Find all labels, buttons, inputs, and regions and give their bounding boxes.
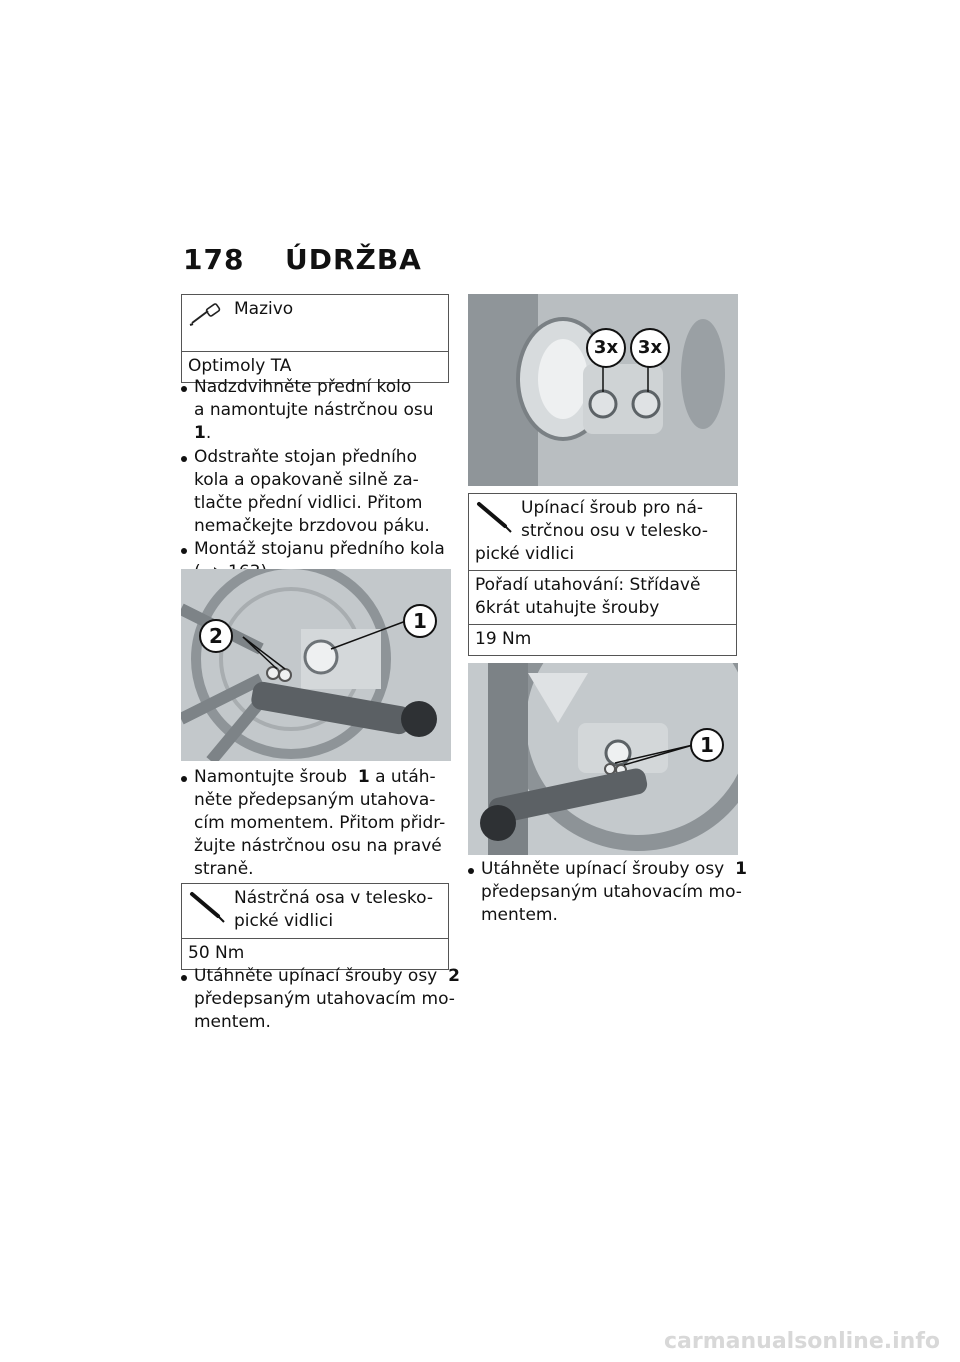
item-line: kola a opakovaně silně za- [194,470,419,490]
torque-wrench-icon [475,500,515,536]
callout-label: 3x [637,337,663,358]
bullet-dot [181,975,187,981]
photo-front-axle [468,663,738,855]
callout-label: 1 [413,609,427,633]
list-item [181,446,461,538]
item-line: mentem. [194,1012,271,1032]
bullet-dot [181,386,187,392]
item-line: Odstraňte stojan předního [194,447,417,467]
reference-number: 1 [735,859,747,879]
callout-label: 3x [593,337,619,358]
page-header [183,243,422,276]
callout-label: 1 [700,733,714,757]
callout-2 [199,619,233,653]
item-text: . [205,423,212,443]
spec-label-line: strčnou osu v telesko- [521,521,708,541]
item-line: straně. [194,859,254,879]
spec-header [182,884,448,939]
item-text: a namontujte nástrčnou osu [194,400,434,420]
spec-label: Mazivo [234,299,294,319]
spec-order-line: 6krát utahujte šrouby [475,598,660,618]
item-line: cím momentem. Přitom přidr- [194,813,446,833]
item-line: předepsaným utahovacím mo- [481,882,742,902]
lubricant-icon [188,303,224,327]
photo-illustration [468,294,738,486]
spec-order-line: Pořadí utahování: Střídavě [475,575,701,595]
list-item [181,965,461,1034]
item-text: Utáhněte upínací šrouby osy [194,966,438,986]
reference-number: 1 [357,767,370,787]
item-line: tlačte přední vidlici. Přitom [194,493,423,513]
spec-label-line: pické vidlici [475,544,575,564]
callout-3x-right [630,328,670,368]
spec-order [469,571,736,625]
torque-spec-box-1 [181,883,449,970]
item-text: a utáh- [375,767,436,787]
torque-wrench-icon [188,890,228,926]
list-item [181,766,461,881]
instructions-block-4 [468,858,748,927]
item-line: předepsaným utahovacím mo- [194,989,455,1009]
spec-label-line: pické vidlici [234,911,334,931]
photo-axle-install [181,569,451,761]
spec-header [469,494,736,571]
list-item [181,376,461,445]
callout-label: 2 [209,624,223,648]
reference-number: 1 [194,423,206,443]
bullet-dot [181,548,187,554]
callout-1 [403,604,437,638]
spec-value: 50 Nm [188,943,245,963]
item-line: něte předepsaným utahova- [194,790,436,810]
reference-number: 2 [448,966,460,986]
spec-label [521,497,708,543]
bullet-dot [468,868,474,874]
item-line: žujte nástrčnou osu na pravé [194,836,442,856]
photo-illustration [181,569,451,761]
spec-value: 19 Nm [475,629,532,649]
item-line: Montáž stojanu předního kola [194,539,445,559]
bullet-dot [181,456,187,462]
item-line: Nadzdvihněte přední kolo [194,377,412,397]
callout-1 [690,728,724,762]
item-line [194,399,461,445]
lubricant-spec-box [181,294,449,383]
item-line [481,858,748,881]
instructions-block-2 [181,766,461,881]
item-text: Utáhněte upínací šrouby osy [481,859,725,879]
callout-3x-left [586,328,626,368]
instructions-block-3 [181,965,461,1034]
item-text: Namontujte šroub [194,767,347,787]
torque-spec-box-2 [468,493,737,656]
spec-label-line: Nástrčná osa v telesko- [234,888,434,908]
bullet-dot [181,776,187,782]
page-number: 178 [183,243,245,276]
spec-label [234,887,433,933]
item-line: mentem. [481,905,558,925]
item-line [194,766,461,789]
spec-header [182,295,448,352]
spec-label-line: Upínací šroub pro ná- [521,498,704,518]
item-line: nemačkejte brzdovou páku. [194,516,430,536]
watermark: carmanualsonline.info [664,1329,940,1354]
photo-clamp-bolts [468,294,738,486]
instructions-block-1 [181,376,461,584]
page-title: ÚDRŽBA [285,243,422,276]
list-item [468,858,748,927]
item-line [194,965,461,988]
spec-value: Optimoly TA [188,356,292,376]
